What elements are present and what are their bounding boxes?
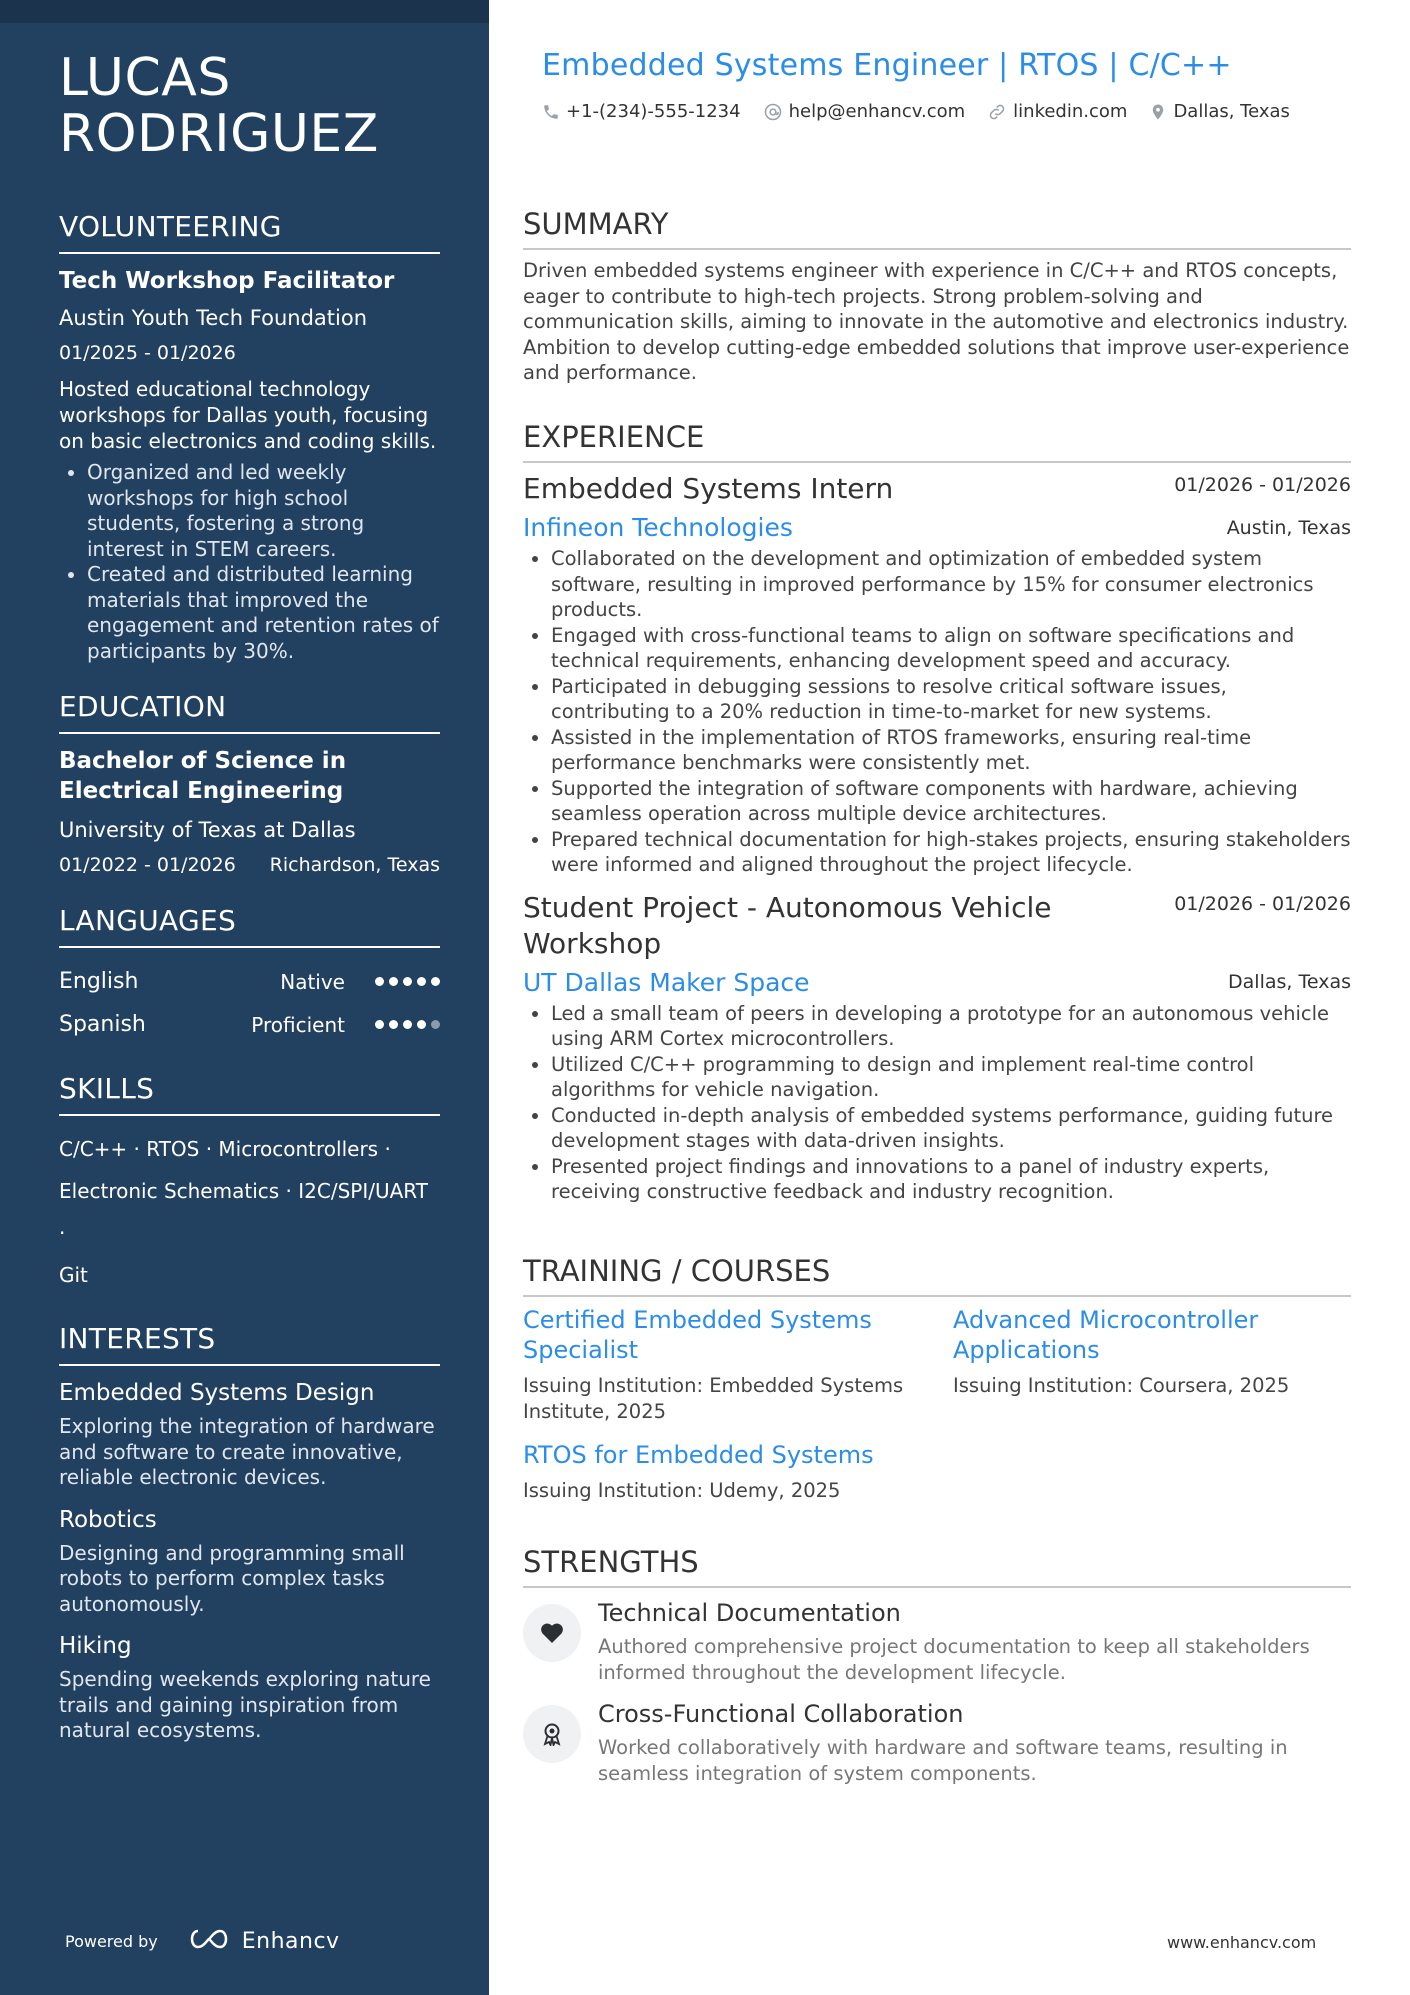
contact-email[interactable] xyxy=(763,101,966,122)
education-degree: Bachelor of Science in Electrical Engineering xyxy=(59,748,347,804)
job-entry xyxy=(523,471,1351,878)
rating-dot-filled xyxy=(389,977,398,986)
experience-title: EXPERIENCE xyxy=(523,419,1351,463)
rating-dot-filled xyxy=(431,977,440,986)
sidebar-content xyxy=(59,50,440,1770)
headline: Embedded Systems Engineer | RTOS | C/C++ xyxy=(542,48,1232,83)
course-name: Certified Embedded Systems Specialist xyxy=(523,1306,872,1364)
course-institution: Issuing Institution: Coursera, 2025 xyxy=(953,1374,1290,1397)
job-dates: 01/2026 - 01/2026 xyxy=(1174,474,1351,496)
strength-text xyxy=(598,1699,1351,1786)
list-item: • Utilized C/C++ programming to design and implement real-time control algorithms for vehicle navigation. xyxy=(551,1052,1351,1103)
summary-section xyxy=(523,206,1351,386)
education-school: University of Texas at Dallas xyxy=(59,818,356,842)
job-title: Student Project - Autonomous Vehicle Workshop xyxy=(523,890,1052,960)
education-dates: 01/2022 - 01/2026 xyxy=(59,854,236,876)
heart-icon xyxy=(523,1604,581,1662)
education-meta xyxy=(59,852,440,878)
course-item xyxy=(523,1305,953,1424)
list-item: • Engaged with cross-functional teams to align on software specifications and technical requirements, enhancing development speed and accuracy. xyxy=(551,623,1351,674)
sidebar xyxy=(0,0,489,1995)
link-icon xyxy=(987,102,1007,122)
list-item: • Conducted in-depth analysis of embedded systems performance, guiding future development stages with data-driven insights. xyxy=(551,1103,1351,1154)
list-item: • Participated in debugging sessions to resolve critical software issues, contributing to a 20% reduction in time-to-market for new systems. xyxy=(551,674,1351,725)
list-item: • Assisted in the implementation of RTOS frameworks, ensuring real-time performance benchmarks were consistently met. xyxy=(551,725,1351,776)
language-spanish xyxy=(59,1003,440,1046)
name-last: RODRIGUEZ xyxy=(59,104,379,164)
language-name: Spanish xyxy=(59,1012,146,1037)
candidate-name xyxy=(59,50,440,162)
course-institution: Issuing Institution: Embedded Systems Institute, 2025 xyxy=(523,1374,904,1423)
job-dates: 01/2026 - 01/2026 xyxy=(1174,892,1351,915)
language-rating xyxy=(375,1020,440,1029)
language-english xyxy=(59,960,440,1003)
contact-bar xyxy=(542,101,1312,122)
volunteering-description: Hosted educational technology workshops for Dallas youth, focusing on basic electronics and coding skills. xyxy=(59,377,437,453)
summary-text: Driven embedded systems engineer with experience in C/C++ and RTOS concepts, eager to contribute to high-tech projects. Strong problem-solving and communication skills, aiming to innovate in the automotive and electronics industry. Ambition to develop cutting-edge embedded solutions that improve user-experience and performance. xyxy=(523,259,1350,384)
enhancv-brand: Enhancv xyxy=(241,1928,340,1954)
experience-section xyxy=(523,419,1351,1205)
strength-name: Technical Documentation xyxy=(598,1599,901,1627)
at-icon xyxy=(763,102,783,122)
contact-phone[interactable] xyxy=(542,101,741,122)
skills-section xyxy=(59,1072,440,1296)
job-location: Austin, Texas xyxy=(1226,516,1351,539)
languages-section xyxy=(59,904,440,1046)
job-bullets xyxy=(523,1001,1351,1205)
rating-dot-empty xyxy=(431,1020,440,1029)
interests-section xyxy=(59,1322,440,1744)
job-location: Dallas, Texas xyxy=(1228,971,1351,993)
course-item xyxy=(523,1440,953,1504)
skills-list xyxy=(59,1128,440,1296)
courses-grid xyxy=(523,1305,1351,1520)
interest-name: Hiking xyxy=(59,1633,132,1659)
course-name: Advanced Microcontroller Applications xyxy=(953,1306,1259,1364)
list-item: • Prepared technical documentation for high-stakes projects, ensuring stakeholders were informed and aligned throughout the project lifecycle. xyxy=(551,827,1351,878)
award-icon xyxy=(523,1705,581,1763)
powered-by-label: Powered by xyxy=(65,1931,158,1951)
interest-name: Robotics xyxy=(59,1506,157,1533)
location-text: Dallas, Texas xyxy=(1173,101,1290,122)
job-subheader xyxy=(523,968,1351,997)
interest-description: Exploring the integration of hardware and software to create innovative, reliable electronic devices. xyxy=(59,1414,435,1489)
job-subheader xyxy=(523,513,1351,542)
language-rating xyxy=(375,977,440,986)
list-item: • Organized and led weekly workshops for high school students, fostering a strong interest in STEM careers. xyxy=(87,460,440,562)
enhancv-logo-icon xyxy=(186,1927,232,1955)
education-location: Richardson, Texas xyxy=(269,854,440,876)
strength-description: Authored comprehensive project documentation to keep all stakeholders informed throughout the development lifecycle. xyxy=(598,1635,1310,1684)
location-pin-icon xyxy=(1149,102,1167,122)
language-name: English xyxy=(59,969,139,994)
rating-dot-filled xyxy=(403,977,412,986)
strength-item xyxy=(523,1699,1351,1786)
strength-item xyxy=(523,1598,1351,1685)
education-title: EDUCATION xyxy=(59,690,440,734)
name-first: LUCAS xyxy=(59,48,231,108)
volunteering-dates: 01/2025 - 01/2026 xyxy=(59,342,236,364)
rating-dot-filled xyxy=(417,1020,426,1029)
list-item: • Presented project findings and innovations to a panel of industry experts, receiving constructive feedback and industry recognition. xyxy=(551,1154,1351,1205)
powered-by-footer xyxy=(65,1927,340,1955)
job-title: Embedded Systems Intern xyxy=(523,472,894,505)
skills-line: C/C++ · RTOS · Microcontrollers · xyxy=(59,1137,391,1161)
linkedin-text: linkedin.com xyxy=(1013,101,1128,122)
list-item: • Collaborated on the development and optimization of embedded system software, resulting in improved performance by 15% for consumer electronics products. xyxy=(551,546,1351,623)
training-section xyxy=(523,1253,1351,1520)
job-company: UT Dallas Maker Space xyxy=(523,967,810,997)
website-link[interactable]: www.enhancv.com xyxy=(1167,1933,1317,1952)
strengths-title: STRENGTHS xyxy=(523,1544,1351,1588)
job-header xyxy=(523,890,1351,962)
list-item: • Supported the integration of software components with hardware, achieving seamless operation across multiple device architectures. xyxy=(551,776,1351,827)
job-entry xyxy=(523,890,1351,1205)
summary-title: SUMMARY xyxy=(523,206,1351,250)
list-item: • Created and distributed learning materials that improved the engagement and retention rates of participants by 30%. xyxy=(87,562,440,664)
language-level: Native xyxy=(280,969,345,994)
languages-title: LANGUAGES xyxy=(59,904,440,948)
rating-dot-filled xyxy=(417,977,426,986)
contact-location xyxy=(1149,101,1290,122)
strength-description: Worked collaboratively with hardware and software teams, resulting in seamless integration of system components. xyxy=(598,1736,1288,1785)
strength-name: Cross-Functional Collaboration xyxy=(598,1700,964,1728)
volunteering-title: VOLUNTEERING xyxy=(59,210,440,254)
education-section xyxy=(59,690,440,878)
strength-text xyxy=(598,1598,1351,1685)
course-institution: Issuing Institution: Udemy, 2025 xyxy=(523,1479,841,1502)
list-item: • Led a small team of peers in developing a prototype for an autonomous vehicle using ARM Cortex microcontrollers. xyxy=(551,1001,1351,1052)
job-bullets xyxy=(523,546,1351,878)
course-name: RTOS for Embedded Systems xyxy=(523,1441,874,1469)
interest-description: Designing and programming small robots to perform complex tasks autonomously. xyxy=(59,1540,405,1616)
phone-text: +1-(234)-555-1234 xyxy=(566,101,741,122)
email-text: help@enhancv.com xyxy=(788,101,966,122)
course-item xyxy=(953,1305,1351,1424)
skills-title: SKILLS xyxy=(59,1072,440,1116)
skills-line: Git xyxy=(59,1263,88,1287)
training-title: TRAINING / COURSES xyxy=(523,1253,1351,1297)
rating-dot-filled xyxy=(389,1020,398,1029)
volunteering-org: Austin Youth Tech Foundation xyxy=(59,306,368,330)
phone-icon xyxy=(542,103,560,121)
interest-description: Spending weekends exploring nature trails and gaining inspiration from natural ecosystems. xyxy=(59,1667,431,1742)
job-header xyxy=(523,471,1351,507)
skills-line: Electronic Schematics · I2C/SPI/UART · xyxy=(59,1179,428,1245)
rating-dot-filled xyxy=(375,977,384,986)
volunteering-role: Tech Workshop Facilitator xyxy=(59,268,395,294)
interests-title: INTERESTS xyxy=(59,1322,440,1366)
job-company: Infineon Technologies xyxy=(523,513,793,542)
language-level: Proficient xyxy=(251,1012,345,1037)
interest-name: Embedded Systems Design xyxy=(59,1380,375,1406)
sidebar-top-band xyxy=(0,0,489,23)
volunteering-bullets xyxy=(59,460,440,664)
rating-dot-filled xyxy=(403,1020,412,1029)
contact-linkedin[interactable] xyxy=(987,101,1127,122)
rating-dot-filled xyxy=(375,1020,384,1029)
strengths-section xyxy=(523,1544,1351,1800)
volunteering-section xyxy=(59,210,440,664)
